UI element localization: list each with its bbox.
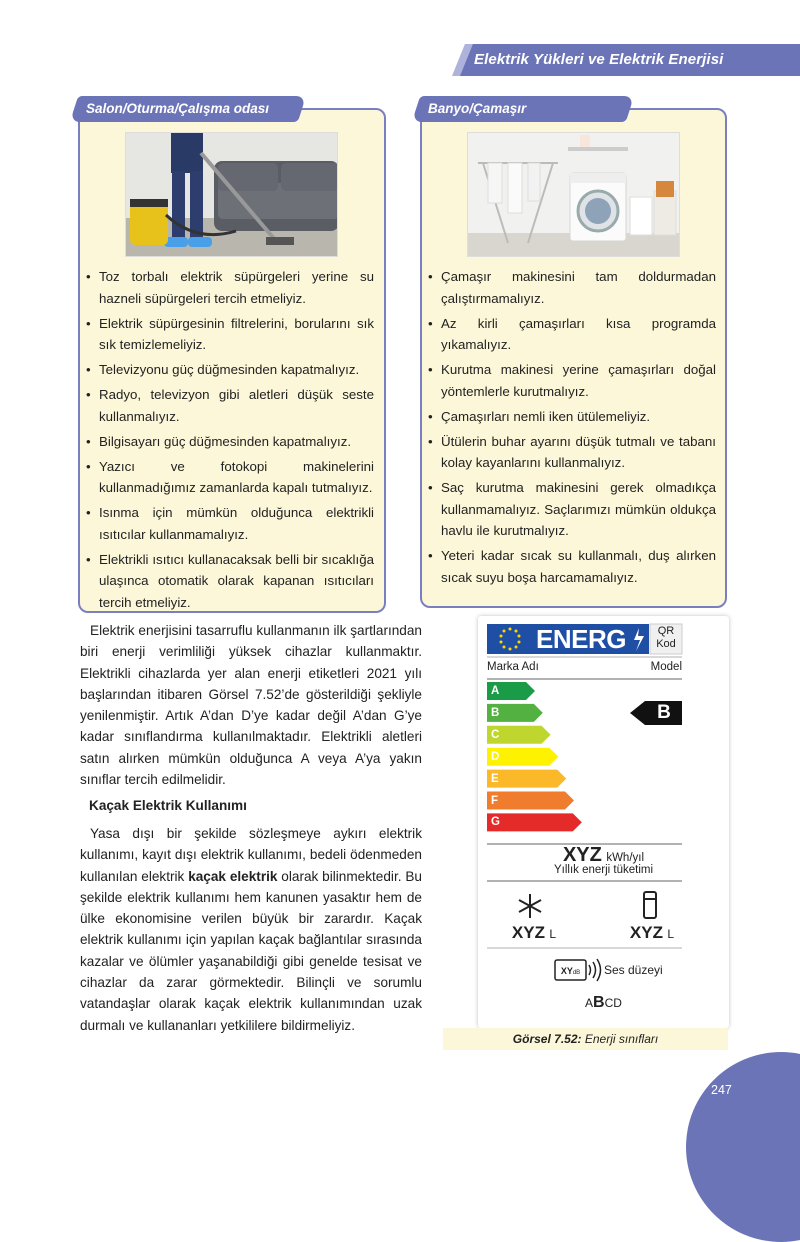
- energy-class-letter: A: [491, 685, 500, 697]
- figure-caption: Görsel 7.52: Enerji sınıfları: [443, 1028, 728, 1050]
- energy-class-letter: C: [491, 728, 500, 741]
- list-item: • Isınma için mümkün olduğunca elektrikli ısıtıcılar kullanmamalıyız.: [86, 502, 374, 545]
- noise-value: XYdB: [560, 966, 581, 976]
- list-item: • Elektrikli ısıtıcı kullanacaksak belli bir sıcaklığa ulaşınca otomatik olarak kapanan ısıtıcıları tercih etmeliyiz.: [86, 549, 374, 614]
- snowflake-icon: [519, 894, 541, 918]
- list-item: • Radyo, televizyon gibi aletleri düşük seste kullanmalıyız.: [86, 384, 374, 427]
- model-label: Model: [650, 661, 682, 673]
- list-item: • Çamaşır makinesini tam doldurmadan çalıştırmamalıyız.: [428, 266, 716, 309]
- left-panel-title: Salon/Oturma/Çalışma odası: [86, 101, 270, 116]
- consumption-value: XYZ: [562, 844, 602, 866]
- list-item: • Elektrik süpürgesinin filtrelerini, borularını sık sık temizlemeliyiz.: [86, 313, 374, 356]
- fridge-icon: [644, 892, 656, 918]
- consumption-label: Yıllık enerji tüketimi: [553, 864, 654, 876]
- list-item: • Az kirli çamaşırları kısa programda yıkamalıyız.: [428, 313, 716, 356]
- right-panel-title: Banyo/Çamaşır: [428, 101, 527, 116]
- list-item: • Yazıcı ve fotokopi makinelerini kullanmadığımız zamanlarda kapalı tutmalıyız.: [86, 456, 374, 499]
- brand-label: Marka Adı: [487, 661, 539, 673]
- chapter-title: Elektrik Yükleri ve Elektrik Enerjisi: [474, 51, 724, 68]
- list-item: • Bilgisayarı güç düğmesinden kapatmalıyız.: [86, 431, 374, 453]
- leakage-paragraph: Yasa dışı bir şekilde sözleşmeye aykırı elektrik kullanımı, kayıt dışı elektrik kullanımı, bedeli ödenmeden kullanılan elektrik kaçak elektrik olarak bilinmektedir. Bu şekilde elektrik kullanımı hem kanunen yasaktır hem de ülke ekonomisine verilen büyük bir zarardır. Kaçak elektrik kullanımı için yapılan kaçak bağlantılar sırasında kazalar ve ölümler yaşanabildiği gibi genelde tesisat ve cihazlar da zarar görmektedir. Bilinçli ve sorumlu vatandaşlar olarak kaçak elektrik kullanımından uzak durmalı ve kullananları yetkililere bildirmeliyiz.: [80, 826, 422, 1033]
- energy-label: [478, 616, 729, 1028]
- laundry-photo: [467, 132, 680, 257]
- list-item: • Saç kurutma makinesini gerek olmadıkça kullanmamalıyız. Saçlarımızı mümkün oldukça havlu ile kurutmalıyız.: [428, 477, 716, 542]
- list-item: • Toz torbalı elektrik süpürgeleri yerine su hazneli süpürgeleri tercih etmeliyiz.: [86, 266, 374, 309]
- list-item: • Kurutma makinesi yerine çamaşırları doğal yöntemlerle kurutmalıyız.: [428, 359, 716, 402]
- page-number-badge: [686, 1052, 800, 1242]
- list-item: • Ütülerin buhar ayarını düşük tutmalı ve tabanı kolay kayanlarını kullanmalıyız.: [428, 431, 716, 474]
- noise-label: Ses düzeyi: [604, 963, 663, 977]
- energy-class-bar-f: [487, 792, 574, 810]
- right-tips-list: [428, 266, 716, 592]
- energy-class-bar-g: [487, 813, 582, 831]
- page-number: 247: [711, 1083, 732, 1097]
- qr-label: QR Kod: [656, 625, 676, 650]
- energy-class-letter: D: [491, 750, 500, 763]
- freezer-volume: XYZ L: [511, 923, 557, 942]
- energy-class-letter: E: [491, 772, 499, 785]
- section-heading: Kaçak Elektrik Kullanımı: [89, 798, 247, 813]
- energy-class-letter: B: [491, 706, 500, 719]
- fridge-volume: XYZ L: [629, 923, 675, 942]
- consumption-unit: kWh/yıl: [606, 852, 645, 864]
- vacuum-photo: [125, 132, 338, 257]
- noise-class: ABCD: [585, 994, 622, 1011]
- energy-logo-text: ENERG: [536, 624, 626, 654]
- list-item: • Çamaşırları nemli iken ütülemeliyiz.: [428, 406, 716, 428]
- sound-waves-icon: [589, 959, 601, 981]
- energy-class-letter: G: [491, 816, 500, 829]
- left-tips-list: [86, 266, 374, 617]
- energy-class-letter: F: [491, 794, 499, 807]
- intro-paragraph: Elektrik enerjisini tasarruflu kullanmanın ilk şartlarından biri enerji verimliliği yüksek cihazlar kullanmaktır. Elektrikli cihazlarda yer alan enerji etiketleri 2021 yılı başlarından itibaren Görsel 7.52’de gösterildiği şekliyle yenilenmiştir. Artık A’dan D’ye kadar değil A’dan G’ye kadar sınıflandırma kullanılmaktadır. Elektrikli aletleri satın alırken mümkün olduğunca A veya A’ya yakın sınıflar tercih edilmelidir.: [80, 623, 422, 788]
- selected-class-letter: B: [657, 702, 671, 723]
- list-item: • Yeteri kadar sıcak su kullanmalı, duş alırken sıcak suyu boşa harcamamalıyız.: [428, 545, 716, 588]
- list-item: • Televizyonu güç düğmesinden kapatmalıyız.: [86, 359, 374, 381]
